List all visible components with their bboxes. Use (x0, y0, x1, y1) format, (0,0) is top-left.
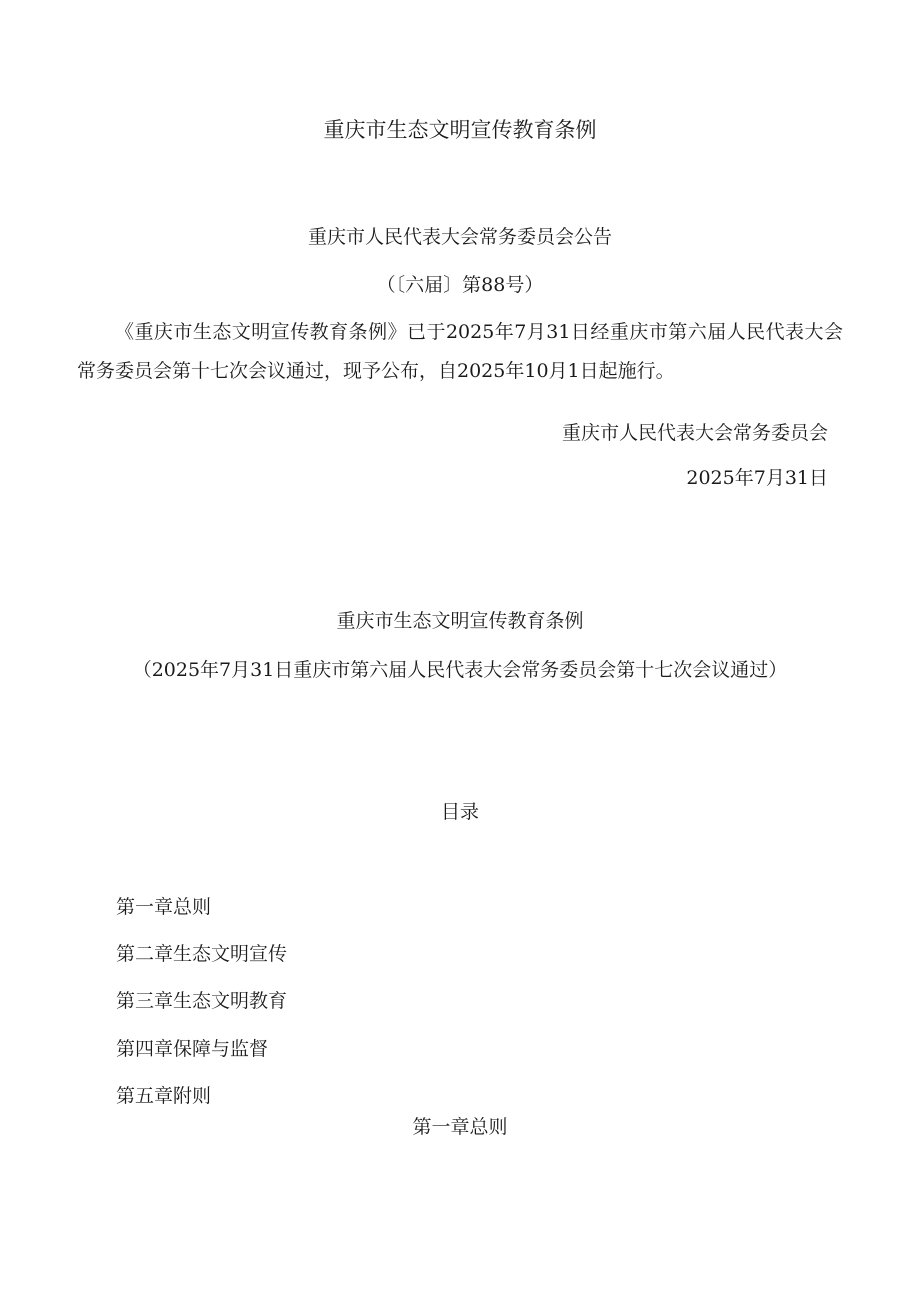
toc-item: 第一章总则 (116, 896, 212, 918)
announcement-number: （〔六届〕第88号） (376, 274, 544, 296)
announcement-body: 《重庆市生态文明宣传教育条例》已于2025年7月31日经重庆市第六届人民代表大会常务委员会第十七次会议通过，现予公布，自2025年10月1日起施行。 (77, 321, 843, 382)
toc-heading: 目录 (440, 801, 479, 823)
announcement-signature: 重庆市人民代表大会常务委员会 (561, 422, 828, 444)
chapter-heading: 第一章总则 (412, 1116, 508, 1138)
regulation-title: 重庆市生态文明宣传教育条例 (336, 610, 584, 632)
toc-item: 第四章保障与监督 (116, 1038, 269, 1060)
announcement-heading: 重庆市人民代表大会常务委员会公告 (307, 226, 612, 248)
announcement-date: 2025年7月31日 (686, 467, 828, 489)
toc-item: 第五章附则 (116, 1085, 212, 1107)
regulation-adoption-note: （2025年7月31日重庆市第六届人民代表大会常务委员会第十七次会议通过） (132, 659, 788, 681)
toc-item: 第三章生态文明教育 (116, 990, 288, 1012)
document-title: 重庆市生态文明宣传教育条例 (323, 118, 597, 142)
toc-item: 第二章生态文明宣传 (116, 943, 288, 965)
